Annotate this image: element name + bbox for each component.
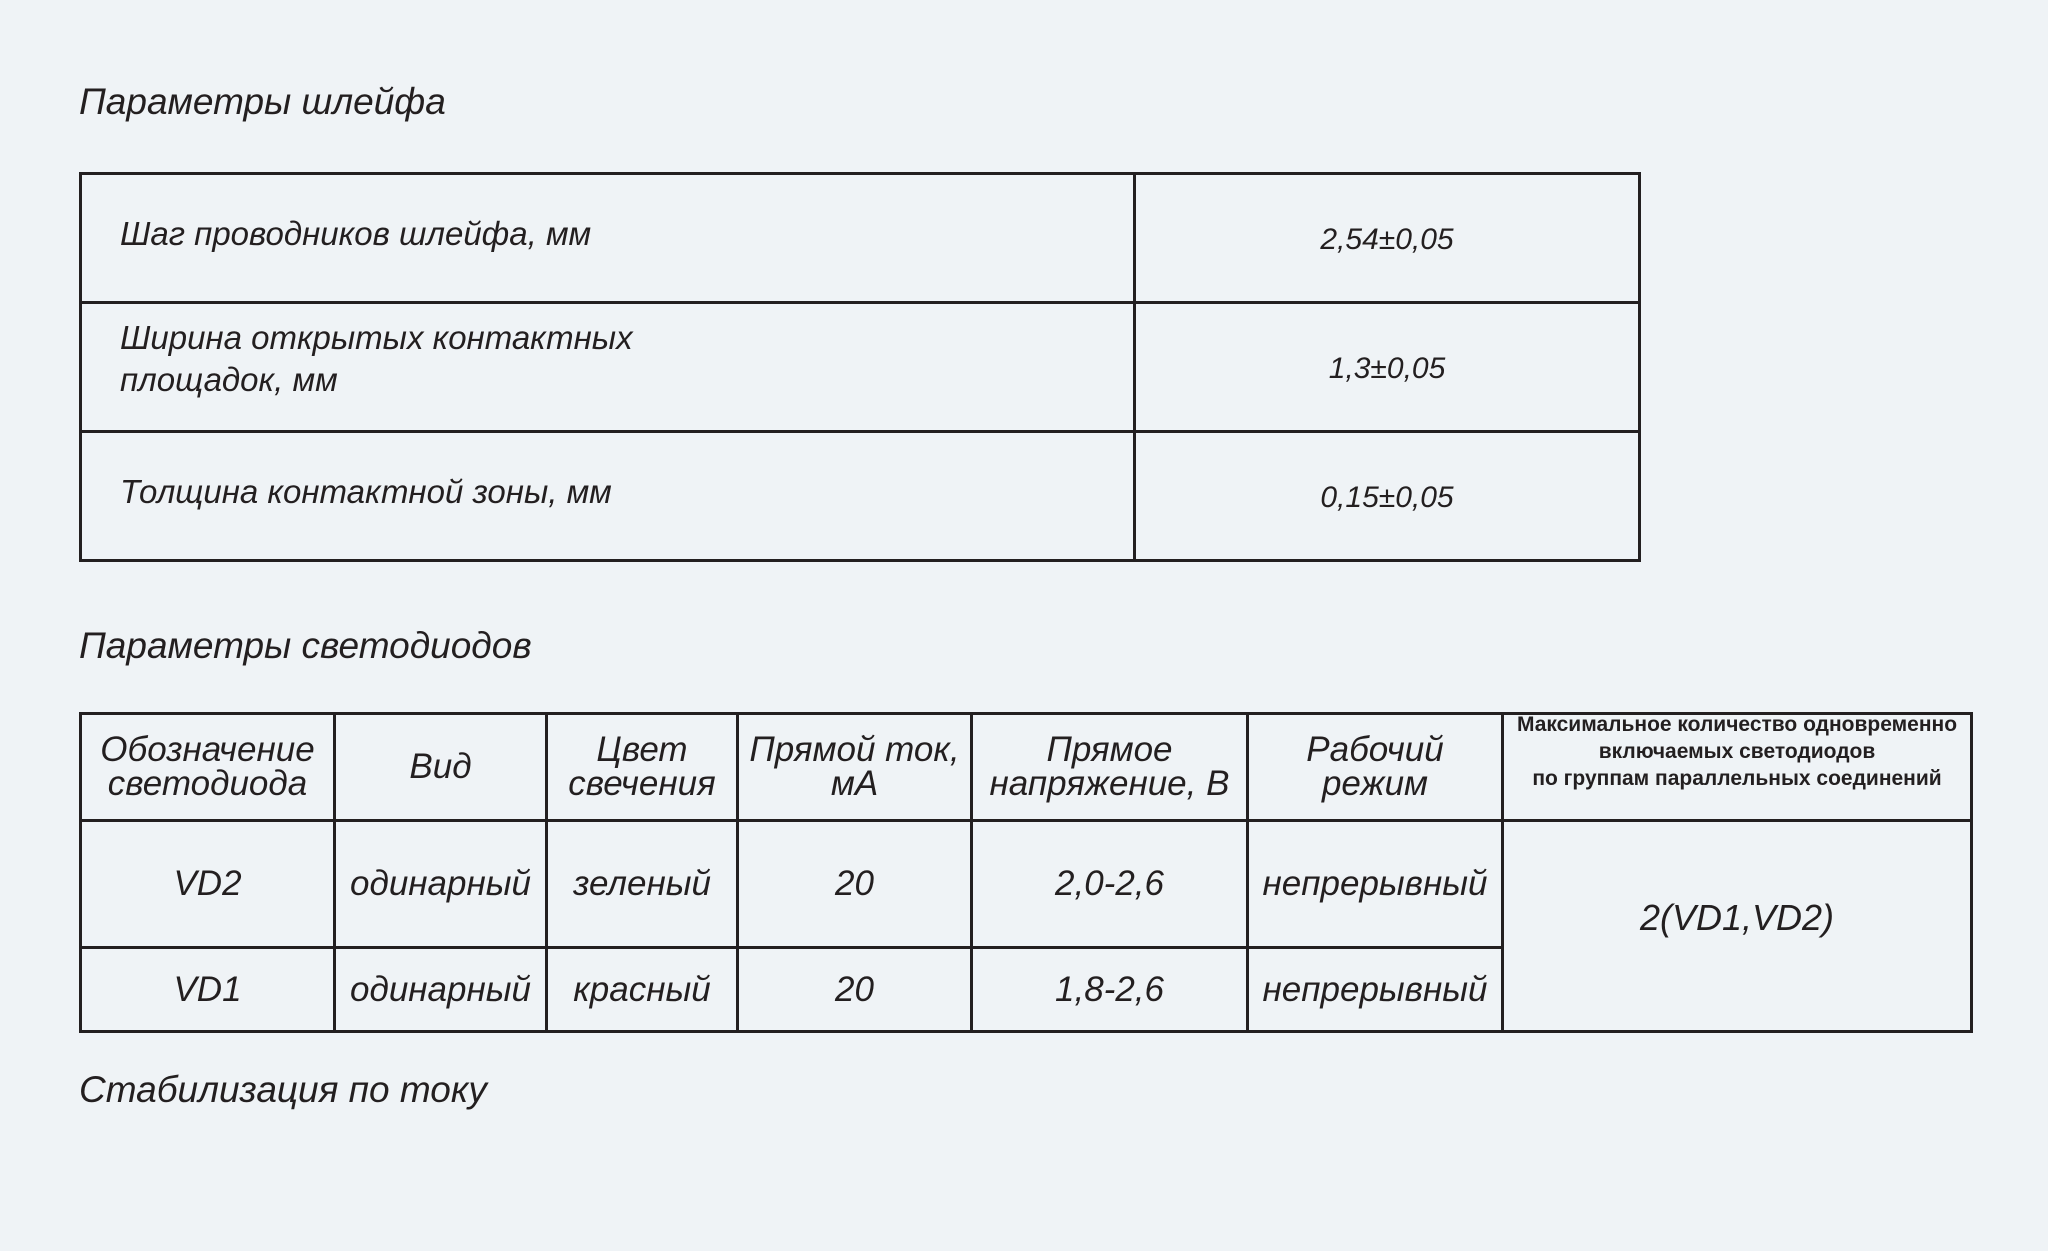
contact-pad-width-value: 1,3±0,05	[1328, 352, 1446, 385]
header-line: включаемых светодиодов	[1598, 739, 1876, 763]
contact-pad-width-label	[120, 321, 1133, 405]
loop-parameters-table	[79, 172, 1641, 562]
table-row	[81, 432, 1640, 561]
cell-designation: VD1	[81, 948, 335, 1032]
table-row	[81, 174, 1640, 303]
table-row	[81, 821, 1972, 948]
header-designation	[81, 714, 335, 821]
header-line: мА	[830, 764, 879, 803]
header-line: режим	[1321, 764, 1429, 803]
header-line: Прямое	[1046, 730, 1173, 769]
cell-current: 20	[738, 948, 972, 1032]
header-line: свечения	[568, 764, 716, 803]
label-line: Ширина открытых контактных	[120, 319, 633, 356]
header-line: по группам параллельных соединений	[1532, 766, 1942, 790]
table-cell-value	[1135, 432, 1640, 561]
cell-current: 20	[738, 821, 972, 948]
section-title-led-parameters: Параметры светодиодов	[79, 625, 532, 666]
header-color	[547, 714, 738, 821]
contact-zone-thickness-label: Толщина контактной зоны, мм	[120, 473, 612, 510]
header-forward-current	[738, 714, 972, 821]
table-cell-label	[81, 432, 1135, 561]
table-cell-label	[81, 174, 1135, 303]
table-cell-value	[1135, 303, 1640, 432]
cell-mode: непрерывный	[1248, 821, 1503, 948]
table-cell-label	[81, 303, 1135, 432]
contact-zone-thickness-value: 0,15±0,05	[1320, 481, 1454, 514]
header-line: Рабочий	[1306, 730, 1444, 769]
header-line: Прямой ток,	[749, 730, 960, 769]
header-type	[335, 714, 547, 821]
cell-max-simultaneous-leds	[1503, 821, 1972, 1032]
header-line: Обозначение	[100, 730, 315, 769]
led-parameters-table	[79, 712, 1973, 1033]
header-line: напряжение, В	[989, 764, 1230, 803]
header-line: Цвет	[596, 730, 688, 769]
header-line: Вид	[409, 747, 472, 786]
header-note	[1504, 713, 1970, 800]
cell-type: одинарный	[335, 821, 547, 948]
cell-color: зеленый	[547, 821, 738, 948]
header-line: светодиода	[107, 764, 308, 803]
cell-color: красный	[547, 948, 738, 1032]
header-line: Максимальное количество одновременно	[1516, 713, 1958, 736]
header-max-simultaneous-leds	[1503, 714, 1972, 821]
header-operating-mode	[1248, 714, 1503, 821]
section-title-current-stabilization: Стабилизация по току	[79, 1069, 487, 1110]
table-header-row	[81, 714, 1972, 821]
cell-voltage: 1,8-2,6	[972, 948, 1248, 1032]
max-count-value: 2(VD1,VD2)	[1639, 897, 1835, 938]
cell-type: одинарный	[335, 948, 547, 1032]
cell-designation: VD2	[81, 821, 335, 948]
table-cell-value	[1135, 174, 1640, 303]
cell-mode: непрерывный	[1248, 948, 1503, 1032]
conductor-pitch-value: 2,54±0,05	[1320, 223, 1454, 256]
table-row	[81, 303, 1640, 432]
section-title-loop-parameters: Параметры шлейфа	[79, 81, 446, 122]
conductor-pitch-label: Шаг проводников шлейфа, мм	[120, 215, 592, 252]
label-line: площадок, мм	[120, 361, 338, 398]
header-forward-voltage	[972, 714, 1248, 821]
cell-voltage: 2,0-2,6	[972, 821, 1248, 948]
